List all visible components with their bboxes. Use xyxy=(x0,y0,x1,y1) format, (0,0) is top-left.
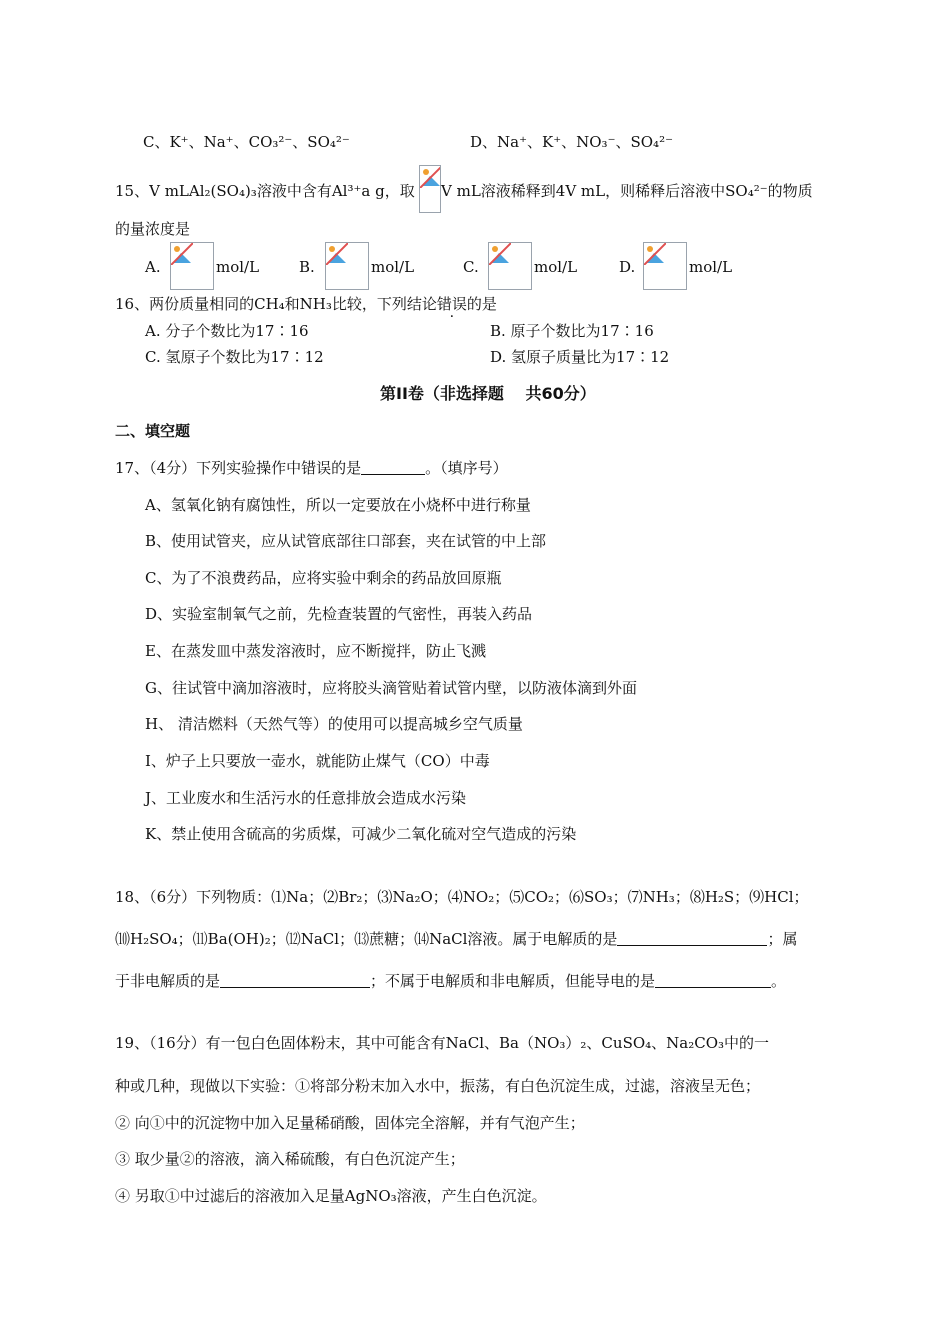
q17-option: I、炉子上只要放一壶水，就能防止煤气（CO）中毒 xyxy=(145,752,490,770)
q18-line3-post: 。 xyxy=(771,972,787,990)
answer-blank[interactable] xyxy=(220,971,370,988)
q17-option: H、 清洁燃料（天然气等）的使用可以提高城乡空气质量 xyxy=(145,715,523,733)
q19-line1: 19、（16分）有一包白色固体粉末，其中可能含有NaCl、Ba（NO₃）₂、CuSO₄、Na₂CO₃中的一 xyxy=(115,1034,770,1052)
q16-option-c: C. 氢原子个数比为17∶12 xyxy=(145,348,324,366)
q15-option-c-label: C. xyxy=(463,258,479,276)
answer-blank[interactable] xyxy=(655,971,771,988)
q19-line4: ③ 取少量②的溶液，滴入稀硫酸，有白色沉淀产生； xyxy=(115,1150,465,1168)
q16-option-a: A. 分子个数比为17∶16 xyxy=(145,322,309,340)
formula-image-icon xyxy=(170,242,214,290)
q14-option-c: C、K⁺、Na⁺、CO₃²⁻、SO₄²⁻ xyxy=(143,133,350,151)
q17-option: B、使用试管夹，应从试管底部往口部套，夹在试管的中上部 xyxy=(145,532,547,550)
q15-option-c-unit: mol/L xyxy=(534,258,578,276)
q17-option: A、氢氧化钠有腐蚀性，所以一定要放在小烧杯中进行称量 xyxy=(145,496,531,514)
q15-option-d-label: D. xyxy=(619,258,636,276)
q17-option: C、为了不浪费药品，应将实验中剩余的药品放回原瓶 xyxy=(145,569,502,587)
q15-option-a-label: A. xyxy=(145,258,161,276)
q15-option-a-unit: mol/L xyxy=(216,258,260,276)
section-title: 第II卷（非选择题 共60分） xyxy=(380,384,596,403)
answer-blank[interactable] xyxy=(361,458,425,475)
q17-stem-pre: 17、（4分）下列实验操作中错误的是 xyxy=(115,459,362,477)
q18-line3-pre: 于非电解质的是 xyxy=(115,972,221,990)
q16-stem-pre: 16、两份质量相同的CH₄和NH₃比较，下列结论 xyxy=(115,295,437,313)
q17-option: G、往试管中滴加溶液时，应将胶头滴管贴着试管内壁，以防液体滴到外面 xyxy=(145,679,637,697)
q17-stem-post: 。（填序号） xyxy=(425,459,508,477)
q15-stem-part1: 15、V mLAl₂(SO₄)₃溶液中含有Al³⁺a g，取 xyxy=(115,182,415,200)
q15-option-b-label: B. xyxy=(299,258,315,276)
q17-option: E、在蒸发皿中蒸发溶液时，应不断搅拌，防止飞溅 xyxy=(145,642,486,660)
q18-line3 xyxy=(115,971,786,991)
q16-stem-post: 的是 xyxy=(466,295,497,313)
q15-stem-part2: V mL溶液稀释到4V mL，则稀释后溶液中SO₄²⁻的物质 xyxy=(441,182,813,200)
section-subtitle: 二、填空题 xyxy=(115,422,191,440)
broken-image-icon xyxy=(419,165,441,213)
formula-image-icon xyxy=(643,242,687,290)
q16-option-b: B. 原子个数比为17∶16 xyxy=(490,322,654,340)
q19-line2: 种或几种，现做以下实验：①将部分粉末加入水中，振荡，有白色沉淀生成，过滤，溶液呈无色； xyxy=(115,1077,761,1095)
q15-stem-line2: 的量浓度是 xyxy=(115,220,191,238)
q16-stem-emphasis: 错误 xyxy=(436,295,467,313)
formula-image-icon xyxy=(488,242,532,290)
answer-blank[interactable] xyxy=(617,929,767,946)
q16-option-d: D. 氢原子质量比为17∶12 xyxy=(490,348,670,366)
q17-option: K、禁止使用含硫高的劣质煤，可减少二氧化硫对空气造成的污染 xyxy=(145,825,577,843)
q18-line2-post: ；属 xyxy=(767,930,798,948)
q18-line2 xyxy=(115,929,797,949)
q17-option: D、实验室制氧气之前，先检查装置的气密性，再装入药品 xyxy=(145,605,533,623)
q14-option-d: D、Na⁺、K⁺、NO₃⁻、SO₄²⁻ xyxy=(470,133,674,151)
q18-line2-pre: ⑽H₂SO₄；⑾Ba(OH)₂；⑿NaCl；⒀蔗糖；⒁NaCl溶液。属于电解质的是 xyxy=(115,930,618,948)
q16-stem xyxy=(115,294,497,314)
q15-option-d-unit: mol/L xyxy=(689,258,733,276)
formula-image-icon xyxy=(325,242,369,290)
q19-line3: ② 向①中的沉淀物中加入足量稀硝酸，固体完全溶解，并有气泡产生； xyxy=(115,1114,585,1132)
q17-option: J、工业废水和生活污水的任意排放会造成水污染 xyxy=(145,789,467,807)
q18-line3-mid: ；不属于电解质和非电解质，但能导电的是 xyxy=(370,972,656,990)
q15-option-b-unit: mol/L xyxy=(371,258,415,276)
q19-line5: ④ 另取①中过滤后的溶液加入足量AgNO₃溶液，产生白色沉淀。 xyxy=(115,1187,547,1205)
q17-stem xyxy=(115,458,508,478)
q18-line1: 18、（6分）下列物质：⑴Na；⑵Br₂；⑶Na₂O；⑷NO₂；⑸CO₂；⑹SO₃；⑺NH₃；⑻H₂S；⑼HCl； xyxy=(115,888,809,906)
